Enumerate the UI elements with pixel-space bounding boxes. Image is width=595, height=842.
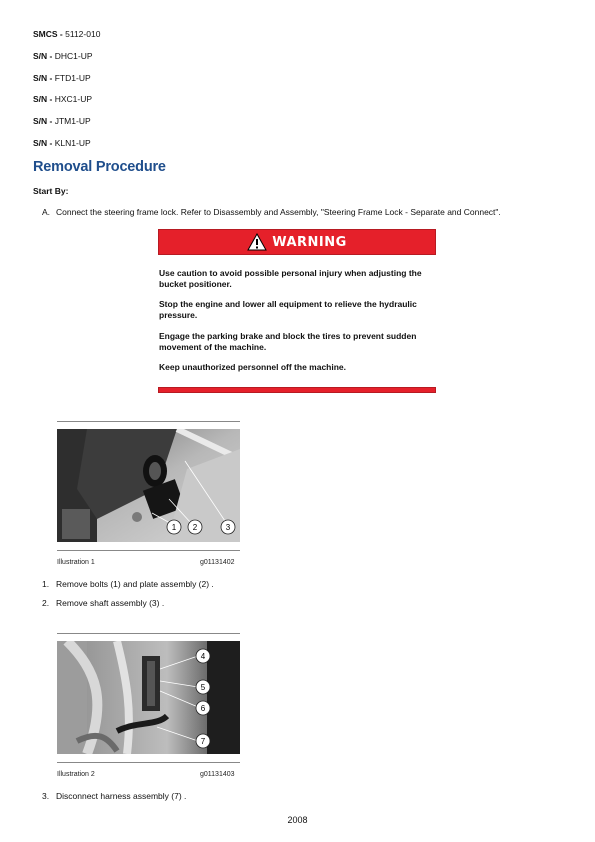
- serial-line: [33, 116, 91, 126]
- illustration-2-graphic: [57, 641, 240, 754]
- svg-text:5: 5: [200, 683, 206, 692]
- svg-text:6: 6: [200, 704, 206, 713]
- step-marker: 3.: [42, 791, 50, 801]
- svg-text:2: 2: [192, 523, 198, 532]
- page-number: 2008: [287, 815, 308, 825]
- warning-line: Engage the parking brake and block the tires to prevent sudden movement of the machine.: [159, 331, 417, 352]
- serial-line: [33, 94, 92, 104]
- illustration-rule: [57, 550, 240, 551]
- meta-value: KLN1-UP: [54, 138, 91, 148]
- illustration-rule: [57, 421, 240, 422]
- step-text: Remove shaft assembly (3) .: [56, 598, 165, 608]
- meta-value: FTD1-UP: [54, 73, 91, 83]
- illustration-rule: [57, 762, 240, 763]
- meta-value: HXC1-UP: [54, 94, 93, 104]
- start-step: [42, 207, 501, 217]
- callout-7: [196, 734, 210, 748]
- illustration-caption: Illustration 1: [57, 559, 95, 566]
- meta-label: S/N -: [33, 51, 55, 61]
- callout-2: [188, 520, 202, 534]
- meta-label: S/N -: [33, 73, 55, 83]
- step-text: Connect the steering frame lock. Refer to Disassembly and Assembly, "Steering Frame Lock - Separate and Connect".: [56, 207, 501, 217]
- warning-footer-bar: [158, 387, 436, 393]
- procedure-step: [42, 598, 164, 608]
- warning-line: Use caution to avoid possible personal injury when adjusting the bucket positioner.: [159, 268, 422, 289]
- step-marker: 2.: [42, 598, 50, 608]
- smcs-line: [33, 29, 100, 39]
- start-by-label: Start By:: [33, 186, 69, 196]
- warning-triangle-icon: [247, 233, 267, 251]
- warning-line: Stop the engine and lower all equipment to relieve the hydraulic pressure.: [159, 299, 417, 320]
- illustration-code: g01131402: [200, 559, 235, 566]
- callout-5: [196, 680, 210, 694]
- svg-text:1: 1: [171, 523, 177, 532]
- step-text: Remove bolts (1) and plate assembly (2) .: [56, 579, 214, 589]
- callout-3: [221, 520, 235, 534]
- warning-line: Keep unauthorized personnel off the machine.: [159, 362, 347, 372]
- illustration-1-graphic: [57, 429, 240, 542]
- illustration-code: g01131403: [200, 771, 235, 778]
- serial-line: [33, 51, 93, 61]
- svg-text:4: 4: [200, 652, 206, 661]
- svg-text:7: 7: [200, 737, 206, 746]
- warning-banner: [158, 229, 436, 255]
- illustration-1-photo: [57, 429, 240, 542]
- illustration-caption: Illustration 2: [57, 771, 95, 778]
- meta-label: S/N -: [33, 116, 55, 126]
- procedure-step: [42, 579, 214, 589]
- meta-value: DHC1-UP: [54, 51, 93, 61]
- step-marker: A.: [42, 207, 51, 217]
- meta-value: JTM1-UP: [54, 116, 91, 126]
- meta-label: S/N -: [33, 94, 55, 104]
- svg-text:3: 3: [225, 523, 231, 532]
- meta-label: SMCS -: [33, 29, 66, 39]
- illustration-2-photo: [57, 641, 240, 754]
- serial-line: [33, 73, 91, 83]
- warning-title: WARNING: [272, 234, 347, 250]
- callout-4: [196, 649, 210, 663]
- illustration-rule: [57, 633, 240, 634]
- meta-value: 5112-010: [65, 29, 101, 39]
- step-marker: 1.: [42, 579, 50, 589]
- meta-label: S/N -: [33, 138, 55, 148]
- section-heading: Removal Procedure: [33, 159, 166, 175]
- procedure-step: [42, 791, 186, 801]
- callout-6: [196, 701, 210, 715]
- callout-1: [167, 520, 181, 534]
- step-text: Disconnect harness assembly (7) .: [56, 791, 187, 801]
- serial-line: [33, 138, 91, 148]
